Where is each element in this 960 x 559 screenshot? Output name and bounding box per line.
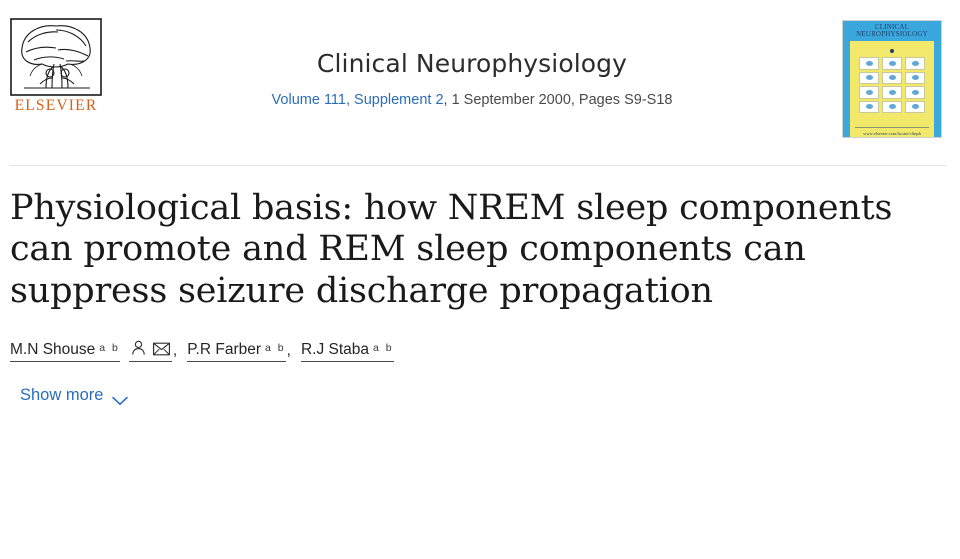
elsevier-wordmark: ELSEVIER: [14, 97, 98, 114]
cover-title-line2: NEUROPHYSIOLOGY: [856, 30, 928, 39]
article-block: [0, 166, 960, 405]
author-affiliation-markers: a b: [265, 342, 286, 355]
author-name: R.J Staba: [300, 341, 370, 359]
chevron-down-icon: [112, 392, 125, 400]
author-profile-icon[interactable]: [131, 340, 146, 360]
cover-title-line1: CLINICAL: [874, 23, 910, 31]
author-affiliation-markers: a b: [373, 342, 394, 355]
journal-issue-meta: [102, 91, 842, 110]
author-affiliation-markers: a b: [99, 342, 120, 355]
journal-cover[interactable]: [842, 20, 942, 138]
volume-link[interactable]: Volume 111, Supplement 2: [271, 91, 444, 108]
page-title: Physiological basis: how NREM sleep components can promote and REM sleep components can suppress seizure discharge propagation: [10, 188, 893, 311]
journal-name[interactable]: Clinical Neurophysiology: [316, 49, 628, 78]
author-link[interactable]: [301, 341, 394, 362]
author-list: [10, 340, 942, 363]
journal-cover-thumbnail-icon: [842, 20, 942, 138]
journal-issue-date-pages: , 1 September 2000, Pages S9-S18: [443, 91, 673, 108]
author-name: P.R Farber: [187, 341, 262, 359]
author-name: M.N Shouse: [10, 341, 96, 359]
envelope-icon[interactable]: [153, 342, 170, 360]
journal-title-block: [102, 14, 842, 110]
show-more-button[interactable]: [10, 386, 125, 405]
cover-footer-text: www.elsevier.com/locate/clinph: [863, 131, 921, 136]
author-link[interactable]: [10, 341, 120, 362]
elsevier-logo[interactable]: [10, 18, 102, 115]
author-separator: ,: [286, 342, 291, 360]
author-contact-icons: [129, 340, 172, 363]
author-link[interactable]: [187, 341, 285, 362]
elsevier-tree-logo-icon: [10, 18, 102, 96]
journal-header: [0, 0, 960, 155]
show-more-label: Show more: [20, 386, 104, 405]
author-separator: ,: [172, 342, 178, 360]
